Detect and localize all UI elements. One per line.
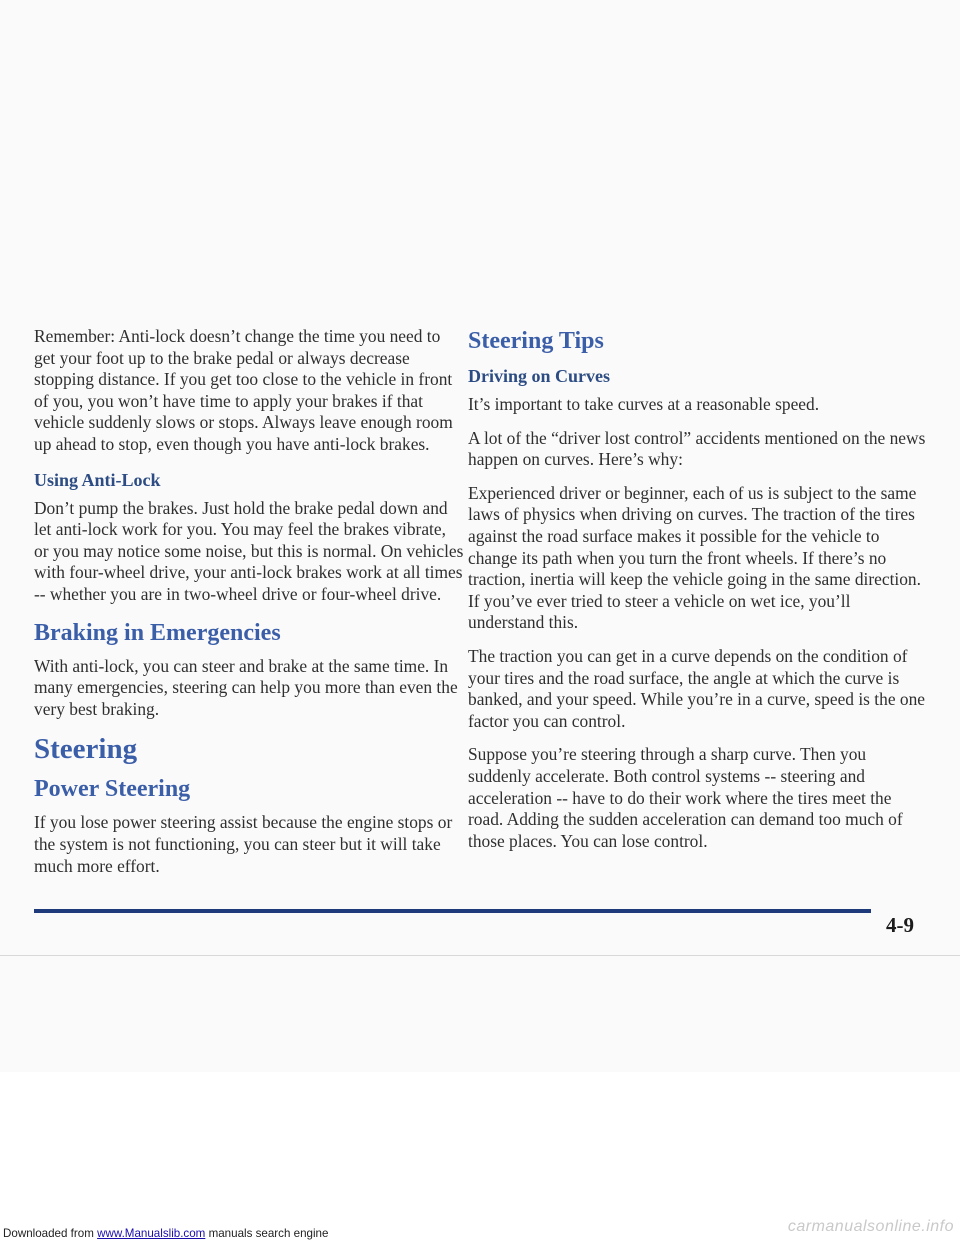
heading-power-steering: Power Steering xyxy=(34,776,191,803)
footer-rule xyxy=(34,909,871,913)
heading-using-anti-lock: Using Anti-Lock xyxy=(34,469,161,490)
paragraph-braking-in-emergencies: With anti-lock, you can steer and brake at the same time. In many emergencies, steering can help you more than even the very best braking. xyxy=(34,655,458,719)
left-column xyxy=(34,326,464,889)
paragraph-antilock-reminder: Remember: Anti-lock doesn’t change the time you need to get your foot up to the brake pedal or always decrease stopping distance. If you get too close to the vehicle in front of you, you won’t have time to apply your brakes if that vehicle suddenly slows or stops. Always leave enough room up ahead to stop, even though you have anti-lock brakes. xyxy=(34,326,453,454)
heading-driving-on-curves: Driving on Curves xyxy=(468,366,611,386)
paragraph-sharp-curve: Suppose you’re steering through a sharp curve. Then you suddenly accelerate. Both control systems -- steering and acceleration -- have to do their work where the tires meet the road. Adding the sudden acceleration can demand too much of those places. You can lose control. xyxy=(468,744,903,851)
download-prefix: Downloaded from xyxy=(3,1227,98,1240)
right-column xyxy=(468,326,928,864)
page-number: 4-9 xyxy=(886,913,914,937)
paragraph-laws-of-physics: Experienced driver or beginner, each of us is subject to the same laws of physics when driving on curves. The traction of the tires against the road surface makes it possible for the vehicle to change its path when you turn the front wheels. If there’s no traction, inertia will keep the vehicle going in the same direction. If you’ve ever tried to steer a vehicle on wet ice, you’ll understand this. xyxy=(468,482,921,633)
heading-steering-tips: Steering Tips xyxy=(468,328,604,354)
heading-braking-in-emergencies: Braking in Emergencies xyxy=(34,619,281,646)
download-suffix: manuals search engine xyxy=(205,1227,329,1240)
paragraph-reasonable-speed: It’s important to take curves at a reasonable speed. xyxy=(468,394,820,414)
paragraph-using-anti-lock: Don’t pump the brakes. Just hold the brake pedal down and let anti-lock work for you. You may feel the brakes vibrate, or you may notice some noise, but this is normal. On vehicles with four-wheel drive, your anti-lock brakes work at all times -- whether you are in two-wheel drive or four-wheel drive. xyxy=(34,497,464,604)
download-notice xyxy=(3,1227,328,1240)
paragraph-driver-lost-control: A lot of the “driver lost control” accidents mentioned on the news happen on curves. Here’s why: xyxy=(468,427,926,470)
paragraph-traction-in-curve: The traction you can get in a curve depends on the condition of your tires and the road surface, the angle at which the curve is banked, and your speed. While you’re in a curve, speed is the one factor you can control. xyxy=(468,645,925,731)
footer-band xyxy=(0,1072,960,1242)
watermark: carmanualsonline.info xyxy=(787,1218,954,1235)
scan-line xyxy=(0,955,960,956)
heading-steering: Steering xyxy=(34,733,138,766)
paragraph-power-steering: If you lose power steering assist because the engine stops or the system is not functioning, you can steer but it will take much more effort. xyxy=(34,812,453,876)
manualslib-link[interactable]: www.Manualslib.com xyxy=(97,1227,206,1240)
